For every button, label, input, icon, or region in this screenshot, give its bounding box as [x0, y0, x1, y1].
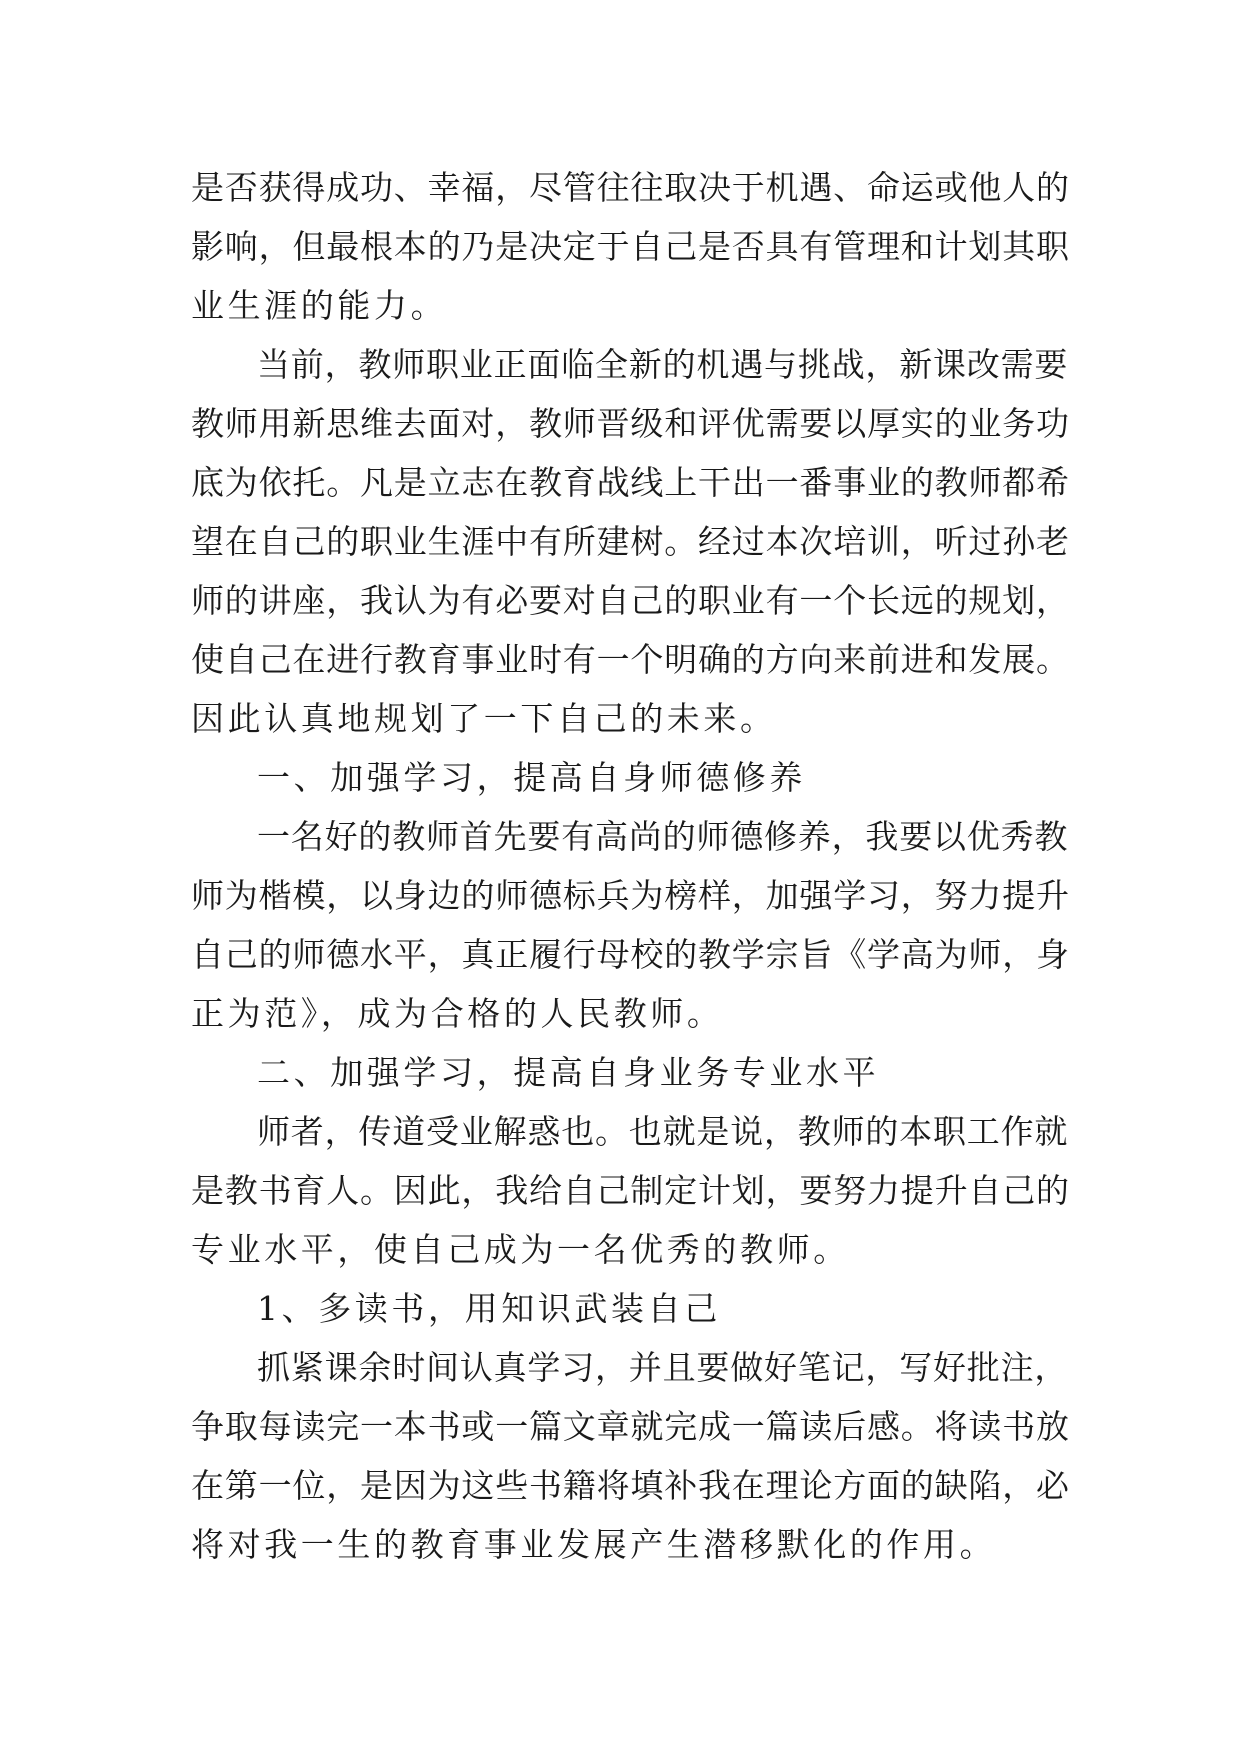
text-line: 是教书育人。因此，我给自己制定计划，要努力提升自己的	[191, 1171, 1070, 1210]
text-line: 专业水平，使自己成为一名优秀的教师。	[191, 1230, 850, 1269]
text-line: 是否获得成功、幸福，尽管往往取决于机遇、命运或他人的	[191, 168, 1070, 207]
text-line: 争取每读完一本书或一篇文章就完成一篇读后感。将读书放	[191, 1407, 1070, 1446]
text-line: 在第一位，是因为这些书籍将填补我在理论方面的缺陷，必	[191, 1466, 1070, 1505]
text-line: 一、加强学习，提高自身师德修养	[257, 758, 806, 797]
text-line: 底为依托。凡是立志在教育战线上干出一番事业的教师都希	[191, 463, 1070, 502]
paragraph	[191, 1338, 1071, 1574]
paragraph	[191, 748, 1071, 807]
text-line: 教师用新思维去面对，教师晋级和评优需要以厚实的业务功	[191, 404, 1070, 443]
text-line: 师者，传道受业解惑也。也就是说，教师的本职工作就	[257, 1112, 1069, 1151]
text-line: 将对我一生的教育事业发展产生潜移默化的作用。	[191, 1525, 997, 1564]
text-line: 1、多读书，用知识武装自己	[257, 1289, 721, 1328]
text-line: 因此认真地规划了一下自己的未来。	[191, 699, 777, 738]
text-line: 二、加强学习，提高自身业务专业水平	[257, 1053, 880, 1092]
text-line: 正为范》，成为合格的人民教师。	[191, 994, 724, 1033]
text-line: 师的讲座，我认为有必要对自己的职业有一个长远的规划，	[191, 581, 1070, 620]
text-line: 当前，教师职业正面临全新的机遇与挑战，新课改需要	[257, 345, 1069, 384]
text-line: 使自己在进行教育事业时有一个明确的方向来前进和发展。	[191, 640, 1070, 679]
paragraph	[191, 1279, 1071, 1338]
text-line: 业生涯的能力。	[191, 286, 448, 325]
text-line: 自己的师德水平，真正履行母校的教学宗旨《学高为师，身	[191, 935, 1070, 974]
document-page	[191, 158, 1071, 1574]
text-line: 抓紧课余时间认真学习，并且要做好笔记，写好批注，	[257, 1348, 1069, 1387]
paragraph	[191, 158, 1071, 335]
text-line: 影响，但最根本的乃是决定于自己是否具有管理和计划其职	[191, 227, 1070, 266]
paragraph	[191, 1102, 1071, 1279]
text-line: 师为楷模，以身边的师德标兵为榜样，加强学习，努力提升	[191, 876, 1070, 915]
paragraph	[191, 807, 1071, 1043]
paragraph	[191, 1043, 1071, 1102]
text-line: 一名好的教师首先要有高尚的师德修养，我要以优秀教	[257, 817, 1069, 856]
text-line: 望在自己的职业生涯中有所建树。经过本次培训，听过孙老	[191, 522, 1070, 561]
paragraph	[191, 335, 1071, 748]
